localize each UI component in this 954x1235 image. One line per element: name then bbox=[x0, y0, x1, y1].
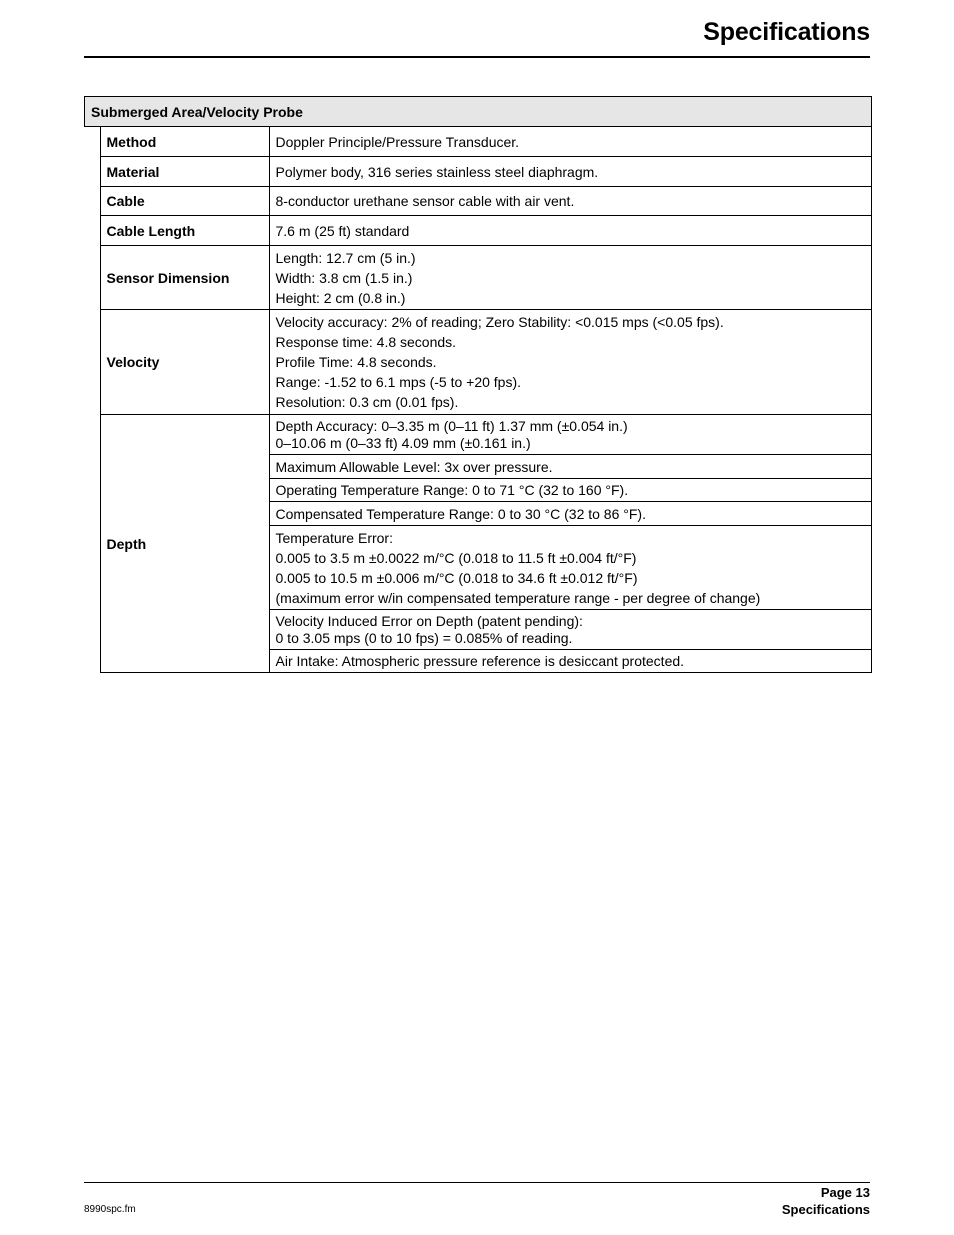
page-title: Specifications bbox=[703, 18, 870, 46]
row-label: Sensor Dimension bbox=[100, 246, 269, 310]
indent-spacer bbox=[85, 127, 101, 673]
value-line: 0.005 to 10.5 m ±0.006 m/°C (0.018 to 34.6 ft ±0.012 ft/°F) bbox=[275, 569, 638, 586]
row-label: Cable bbox=[100, 187, 269, 216]
row-value bbox=[269, 415, 872, 455]
value-line: Length: 12.7 cm (5 in.) bbox=[275, 249, 416, 266]
row-value: 7.6 m (25 ft) standard bbox=[269, 216, 872, 246]
value-line: Width: 3.8 cm (1.5 in.) bbox=[275, 269, 413, 286]
value-line: (maximum error w/in compensated temperature range - per degree of change) bbox=[275, 589, 761, 606]
row-value bbox=[269, 310, 872, 415]
row-value: Compensated Temperature Range: 0 to 30 °C (32 to 86 °F). bbox=[269, 502, 872, 526]
row-value: Maximum Allowable Level: 3x over pressure. bbox=[269, 455, 872, 479]
value-line: Resolution: 0.3 cm (0.01 fps). bbox=[275, 394, 459, 410]
table-row bbox=[85, 216, 872, 246]
table-row bbox=[85, 310, 872, 415]
value-line: 0–10.06 m (0–33 ft) 4.09 mm (±0.161 in.) bbox=[275, 434, 531, 451]
value-line: Depth Accuracy: 0–3.35 m (0–11 ft) 1.37 mm (±0.054 in.) bbox=[275, 417, 628, 434]
footer-section-title: Specifications bbox=[781, 1202, 870, 1217]
value-line: Range: -1.52 to 6.1 mps (-5 to +20 fps). bbox=[275, 374, 522, 390]
row-value: Polymer body, 316 series stainless steel diaphragm. bbox=[269, 157, 872, 187]
table-row bbox=[85, 415, 872, 455]
value-line: Profile Time: 4.8 seconds. bbox=[275, 354, 437, 370]
table-row bbox=[85, 246, 872, 310]
row-label: Method bbox=[100, 127, 269, 157]
table-row bbox=[85, 127, 872, 157]
value-line: 0 to 3.05 mps (0 to 10 fps) = 0.085% of reading. bbox=[275, 629, 573, 646]
row-value: 8-conductor urethane sensor cable with air vent. bbox=[269, 187, 872, 216]
row-value bbox=[269, 610, 872, 650]
row-value bbox=[269, 246, 872, 310]
row-label: Depth bbox=[100, 415, 269, 673]
value-line: Response time: 4.8 seconds. bbox=[275, 334, 457, 350]
section-header-row bbox=[85, 97, 872, 127]
row-label: Cable Length bbox=[100, 216, 269, 246]
page-number: Page 13 bbox=[820, 1185, 870, 1200]
table-row bbox=[85, 157, 872, 187]
value-line: Velocity Induced Error on Depth (patent pending): bbox=[275, 612, 583, 629]
row-value bbox=[269, 526, 872, 610]
footer-page-info bbox=[782, 1184, 870, 1218]
footer-rule bbox=[84, 1182, 870, 1183]
value-line: 0.005 to 3.5 m ±0.0022 m/°C (0.018 to 11.5 ft ±0.004 ft/°F) bbox=[275, 549, 637, 566]
row-value: Air Intake: Atmospheric pressure reference is desiccant protected. bbox=[269, 650, 872, 673]
title-rule bbox=[84, 56, 870, 58]
table-row bbox=[85, 187, 872, 216]
row-value: Operating Temperature Range: 0 to 71 °C (32 to 160 °F). bbox=[269, 479, 872, 502]
row-label: Velocity bbox=[100, 310, 269, 415]
value-line: Velocity accuracy: 2% of reading; Zero Stability: <0.015 mps (<0.05 fps). bbox=[275, 314, 724, 330]
value-line: Temperature Error: bbox=[275, 529, 393, 546]
section-title: Submerged Area/Velocity Probe bbox=[85, 97, 872, 127]
footer-filename: 8990spc.fm bbox=[84, 1204, 136, 1215]
row-value: Doppler Principle/Pressure Transducer. bbox=[269, 127, 872, 157]
value-line: Height: 2 cm (0.8 in.) bbox=[275, 289, 406, 306]
specifications-table bbox=[84, 96, 872, 673]
row-label: Material bbox=[100, 157, 269, 187]
